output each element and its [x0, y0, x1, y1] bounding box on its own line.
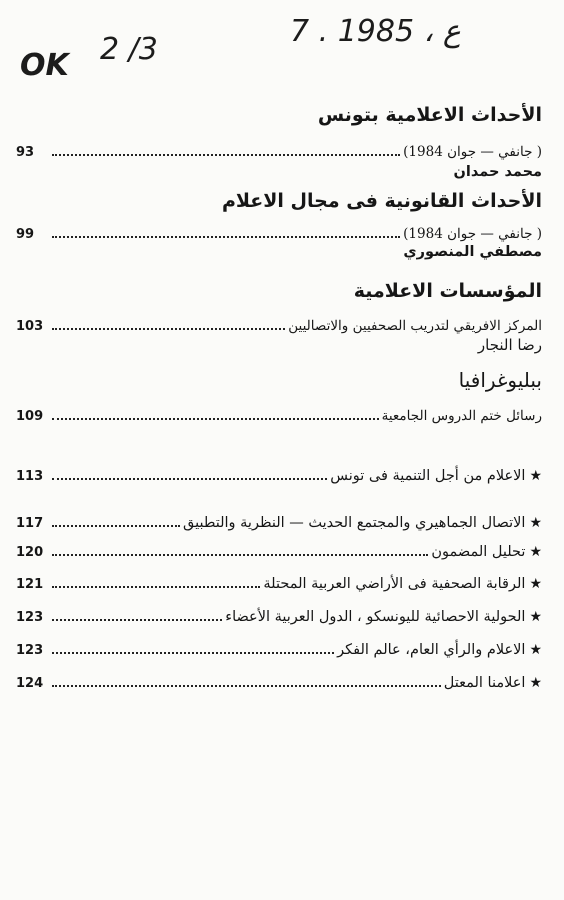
toc-page-number: 93	[16, 145, 35, 160]
dot-leader	[52, 418, 379, 420]
toc-entry-text: ( جانفي — جوان 1984)	[403, 144, 542, 160]
star-icon: ★	[529, 468, 542, 484]
starred-entry	[16, 638, 542, 658]
star-icon: ★	[529, 515, 542, 531]
starred-entry	[16, 464, 542, 484]
starred-entry	[16, 605, 542, 625]
toc-page-number: 121	[16, 577, 44, 592]
section-title: الأحداث القانونية فى مجال الاعلام	[221, 190, 542, 212]
toc-page-number: 123	[16, 643, 44, 658]
section-author: محمد حمدان	[453, 164, 542, 180]
handwritten-ok: OK	[20, 48, 69, 83]
dot-leader	[52, 525, 180, 527]
starred-entry	[16, 540, 542, 560]
handwritten-fraction: 2 /3	[100, 32, 158, 67]
toc-page-number: 120	[16, 545, 44, 560]
toc-entry	[16, 222, 542, 242]
star-icon: ★	[529, 544, 542, 560]
toc-page-number: 123	[16, 610, 44, 625]
dot-leader	[52, 236, 400, 238]
star-icon: ★	[529, 576, 542, 592]
section-author: مصطفي المنصوري	[403, 244, 542, 260]
toc-entry-text: رسائل ختم الدروس الجامعية	[381, 408, 542, 424]
star-icon: ★	[529, 609, 542, 625]
toc-entry-text: ( جانفي — جوان 1984)	[403, 226, 542, 242]
dot-leader	[52, 586, 260, 588]
dot-leader	[52, 554, 428, 556]
dot-leader	[52, 478, 327, 480]
toc-page-number: 99	[16, 227, 35, 242]
section-title: الأحداث الاعلامية بتونس	[317, 104, 542, 126]
toc-page-number: 117	[16, 516, 44, 531]
toc-page-number: 103	[16, 319, 44, 334]
star-icon: ★	[529, 642, 542, 658]
starred-entry	[16, 671, 542, 691]
starred-entry	[16, 572, 542, 592]
toc-entry-text: ★الحولية الاحصائية لليونسكو ، الدول العربية الأعضاء	[225, 609, 542, 625]
section-title: المؤسسات الاعلامية	[353, 280, 542, 302]
dot-leader	[52, 652, 334, 654]
dot-leader	[52, 619, 222, 621]
toc-entry-text: ★الاعلام من أجل التنمية فى تونس	[330, 468, 542, 484]
toc-page-number: 113	[16, 469, 44, 484]
dot-leader	[52, 328, 285, 330]
toc-page-number: 124	[16, 676, 44, 691]
section-author: رضا النجار	[477, 336, 542, 354]
handwritten-date: 7 . ع ، 1985	[290, 14, 461, 49]
toc-entry-text: المركز الافريقي لتدريب الصحفيين والاتصاليين	[288, 318, 542, 334]
toc-entry	[16, 314, 542, 334]
toc-entry	[16, 404, 542, 424]
toc-entry-text: ★الاتصال الجماهيري والمجتمع الحديث — النظرية والتطبيق	[182, 515, 542, 531]
dot-leader	[52, 685, 441, 687]
star-icon: ★	[529, 675, 542, 691]
starred-entry	[16, 511, 542, 531]
toc-page-number: 109	[16, 409, 44, 424]
section-title: ببليوغرافيا	[458, 368, 542, 392]
toc-entry-text: ★اعلامنا المعتل	[443, 675, 542, 691]
toc-entry-text: ★الاعلام والرأي العام، عالم الفكر	[337, 642, 542, 658]
toc-entry-text: ★تحليل المضمون	[431, 544, 542, 560]
toc-entry	[16, 140, 542, 160]
toc-entry-text: ★الرقابة الصحفية فى الأراضي العربية المحتلة	[263, 576, 542, 592]
dot-leader	[52, 154, 400, 156]
